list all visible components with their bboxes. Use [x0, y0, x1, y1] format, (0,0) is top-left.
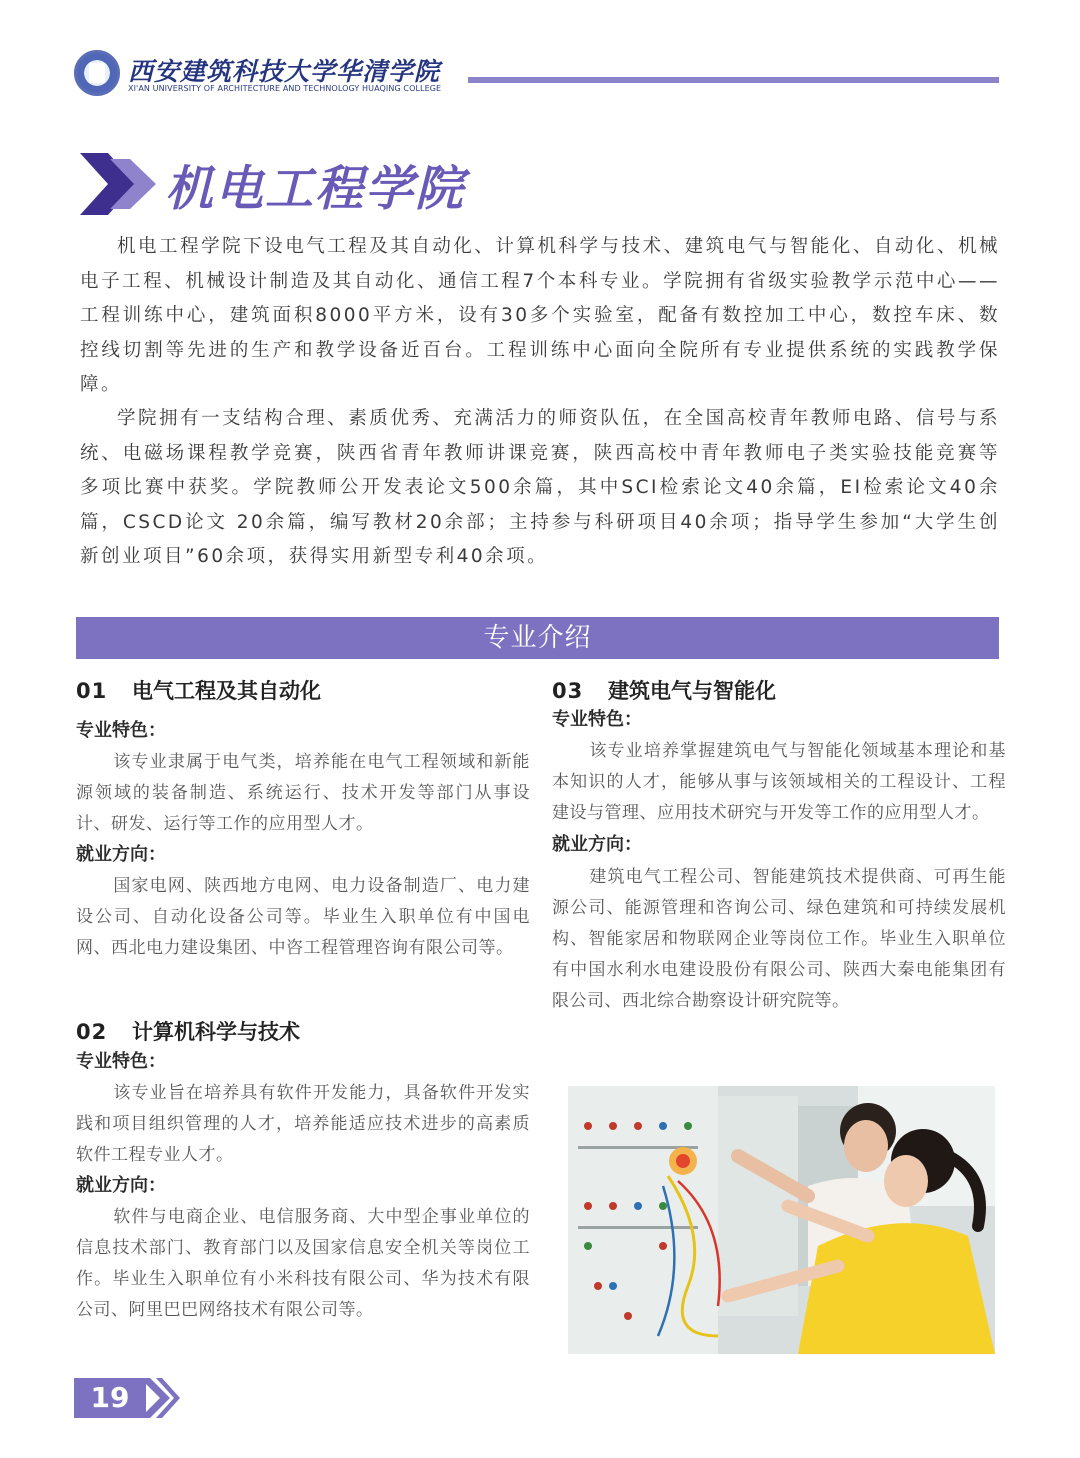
careers-label: 就业方向： — [76, 1175, 166, 1196]
careers-text: 软件与电商企业、电信服务商、大中型企事业单位的信息技术部门、教育部门以及国家信息安全机关等岗位工作。毕业生入职单位有小米科技有限公司、华为技术有限公司、阿里巴巴网络技术有限公司等。 — [76, 1207, 530, 1320]
page-chevron-icon — [140, 1376, 180, 1420]
major-name: 电气工程及其自动化 — [132, 679, 321, 703]
college-logo-seal — [74, 50, 120, 96]
features-text: 该专业隶属于电气类，培养能在电气工程领域和新能源领域的装备制造、系统运行、技术开发等部门从事设计、研发、运行等工作的应用型人才。 — [76, 752, 530, 834]
lab-photo — [568, 1086, 995, 1354]
major-heading — [76, 1017, 530, 1047]
title-chevron-icon — [80, 153, 160, 215]
careers-label: 就业方向： — [552, 834, 642, 855]
college-name-en: XI'AN UNIVERSITY OF ARCHITECTURE AND TECHNOLOGY HUAQING COLLEGE — [128, 84, 442, 93]
page-title: 机电工程学院 — [165, 161, 466, 217]
major-number: 03 — [552, 679, 584, 703]
major-heading — [76, 676, 530, 706]
careers-text: 建筑电气工程公司、智能建筑技术提供商、可再生能源公司、能源管理和咨询公司、绿色建筑和可持续发展机构、智能家居和物联网企业等岗位工作。毕业生入职单位有中国水利水电建设股份有限公司、陕西大秦电能集团有限公司、西北综合勘察设计研究院等。 — [552, 867, 1006, 1011]
section-banner: 专业介绍 — [76, 617, 999, 659]
features-label: 专业特色： — [552, 709, 642, 730]
major-block — [76, 1017, 530, 1326]
careers-label: 就业方向： — [76, 844, 166, 865]
careers-text: 国家电网、陕西地方电网、电力设备制造厂、电力建设公司、自动化设备公司等。毕业生入职单位有中国电网、西北电力建设集团、中咨工程管理咨询有限公司等。 — [76, 876, 530, 958]
page-number: 19 — [74, 1378, 146, 1418]
header-rule — [468, 77, 999, 83]
features-text: 该专业旨在培养具有软件开发能力，具备软件开发实践和项目组织管理的人才，培养能适应技术进步的高素质软件工程专业人才。 — [76, 1083, 530, 1165]
major-number: 01 — [76, 679, 108, 703]
major-number: 02 — [76, 1020, 108, 1044]
features-label: 专业特色： — [76, 720, 166, 741]
major-heading — [552, 676, 1006, 706]
major-name: 计算机科学与技术 — [132, 1020, 300, 1044]
intro-paragraph: 机电工程学院下设电气工程及其自动化、计算机科学与技术、建筑电气与智能化、自动化、机械电子工程、机械设计制造及其自动化、通信工程7个本科专业。学院拥有省级实验教学示范中心——工程训练中心，建筑面积8000平方米，设有30多个实验室，配备有数控加工中心，数控车床、数控线切割等先进的生产和教学设备近百台。工程训练中心面向全院所有专业提供系统的实践教学保障。 — [80, 236, 1000, 395]
features-label: 专业特色： — [76, 1051, 166, 1072]
features-text: 该专业培养掌握建筑电气与智能化领域基本理论和基本知识的人才，能够从事与该领域相关的工程设计、工程建设与管理、应用技术研究与开发等工作的应用型人才。 — [552, 741, 1006, 823]
college-name-cn: 西安建筑科技大学华清学院 — [128, 57, 441, 86]
major-name: 建筑电气与智能化 — [608, 679, 776, 703]
major-block — [552, 676, 1006, 1017]
major-block — [76, 676, 530, 964]
intro-paragraph: 学院拥有一支结构合理、素质优秀、充满活力的师资队伍，在全国高校青年教师电路、信号与系统、电磁场课程教学竞赛，陕西省青年教师讲课竞赛，陕西高校中青年教师电子类实验技能竞赛等多项比赛中获奖。学院教师公开发表论文500余篇，其中SCI检索论文40余篇，EI检索论文40余篇，CSCD论文 20余篇，编写教材20余部；主持参与科研项目40余项；指导学生参加“大学生创新创业项目”60余项，获得实用新型专利40余项。 — [80, 408, 1000, 567]
